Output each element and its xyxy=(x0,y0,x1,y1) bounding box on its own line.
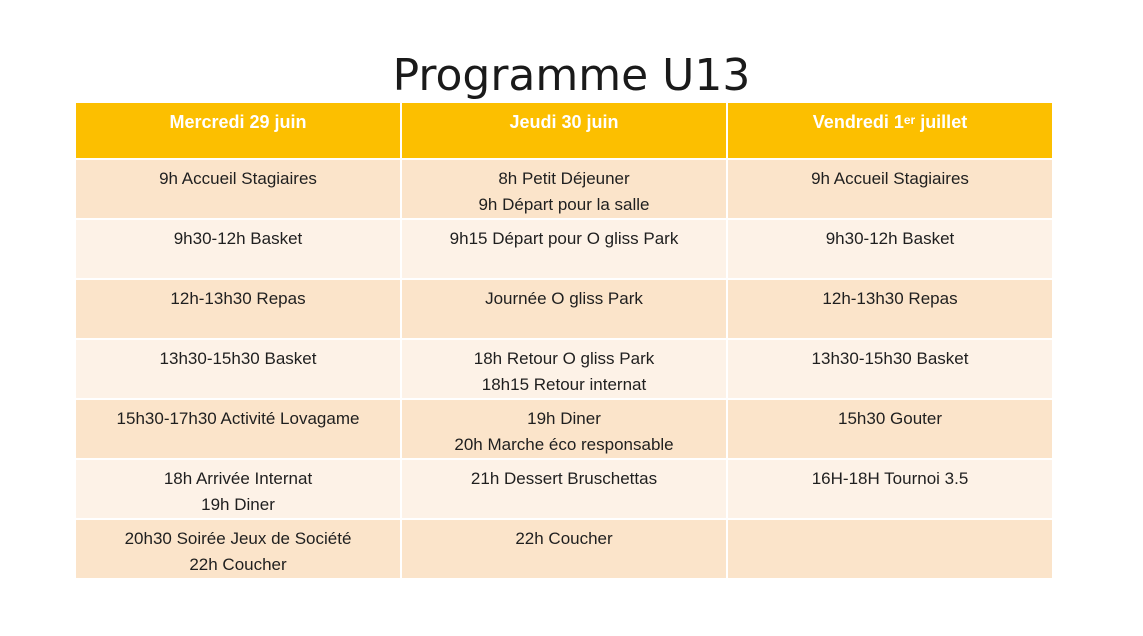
cell-line: 20h Marche éco responsable xyxy=(454,435,674,454)
cell-line: 19h Diner xyxy=(527,409,601,428)
table-row xyxy=(75,339,1053,399)
header-row xyxy=(75,102,1053,159)
cell-line: 13h30-15h30 Basket xyxy=(811,349,969,368)
table-cell xyxy=(75,339,401,399)
table-cell xyxy=(401,159,727,219)
schedule-body xyxy=(75,159,1053,579)
table-row xyxy=(75,459,1053,519)
table-row xyxy=(75,399,1053,459)
cell-line: 9h30-12h Basket xyxy=(825,229,955,248)
header-friday: Vendredi 1er juillet xyxy=(727,102,1053,159)
schedule-table xyxy=(74,101,1054,580)
cell-line: 18h15 Retour internat xyxy=(481,375,647,394)
table-cell xyxy=(75,399,401,459)
table-cell xyxy=(401,279,727,339)
table-cell xyxy=(727,279,1053,339)
ordinal-suffix: er xyxy=(903,113,916,127)
table-cell xyxy=(401,339,727,399)
cell-line: 15h30-17h30 Activité Lovagame xyxy=(116,409,360,428)
cell-line: 12h-13h30 Repas xyxy=(170,289,306,308)
table-cell xyxy=(401,459,727,519)
cell-line: 9h30-12h Basket xyxy=(173,229,303,248)
table-cell xyxy=(75,279,401,339)
cell-line: 9h15 Départ pour O gliss Park xyxy=(449,229,679,248)
table-cell xyxy=(401,219,727,279)
table-cell-empty xyxy=(727,519,1053,579)
cell-line: 20h30 Soirée Jeux de Société xyxy=(124,529,352,548)
cell-line: 22h Coucher xyxy=(515,529,613,548)
cell-line: 16H-18H Tournoi 3.5 xyxy=(811,469,969,488)
cell-line: 22h Coucher xyxy=(189,555,287,574)
table-cell xyxy=(727,219,1053,279)
cell-line: 9h Accueil Stagiaires xyxy=(811,169,969,188)
cell-line: 12h-13h30 Repas xyxy=(822,289,958,308)
table-cell xyxy=(727,459,1053,519)
table-row xyxy=(75,159,1053,219)
table-row xyxy=(75,219,1053,279)
cell-line: 9h Accueil Stagiaires xyxy=(159,169,317,188)
table-cell xyxy=(75,519,401,579)
table-cell xyxy=(727,159,1053,219)
header-thursday: Jeudi 30 juin xyxy=(401,102,727,159)
table-cell xyxy=(727,399,1053,459)
table-cell xyxy=(401,519,727,579)
cell-line: 15h30 Gouter xyxy=(838,409,942,428)
table-cell xyxy=(75,159,401,219)
cell-line: 21h Dessert Bruschettas xyxy=(470,469,658,488)
cell-line: 19h Diner xyxy=(201,495,275,514)
page-title: Programme U13 xyxy=(392,50,751,101)
cell-line: 13h30-15h30 Basket xyxy=(159,349,317,368)
header-wednesday: Mercredi 29 juin xyxy=(75,102,401,159)
cell-line: 18h Retour O gliss Park xyxy=(473,349,655,368)
table-cell xyxy=(401,399,727,459)
cell-line: 9h Départ pour la salle xyxy=(478,195,650,214)
table-cell xyxy=(727,339,1053,399)
table-row xyxy=(75,519,1053,579)
table-row xyxy=(75,279,1053,339)
table-cell xyxy=(75,459,401,519)
cell-line: Journée O gliss Park xyxy=(485,289,643,308)
table-cell xyxy=(75,219,401,279)
cell-line: 18h Arrivée Internat xyxy=(163,469,313,488)
cell-line: 8h Petit Déjeuner xyxy=(498,169,630,188)
